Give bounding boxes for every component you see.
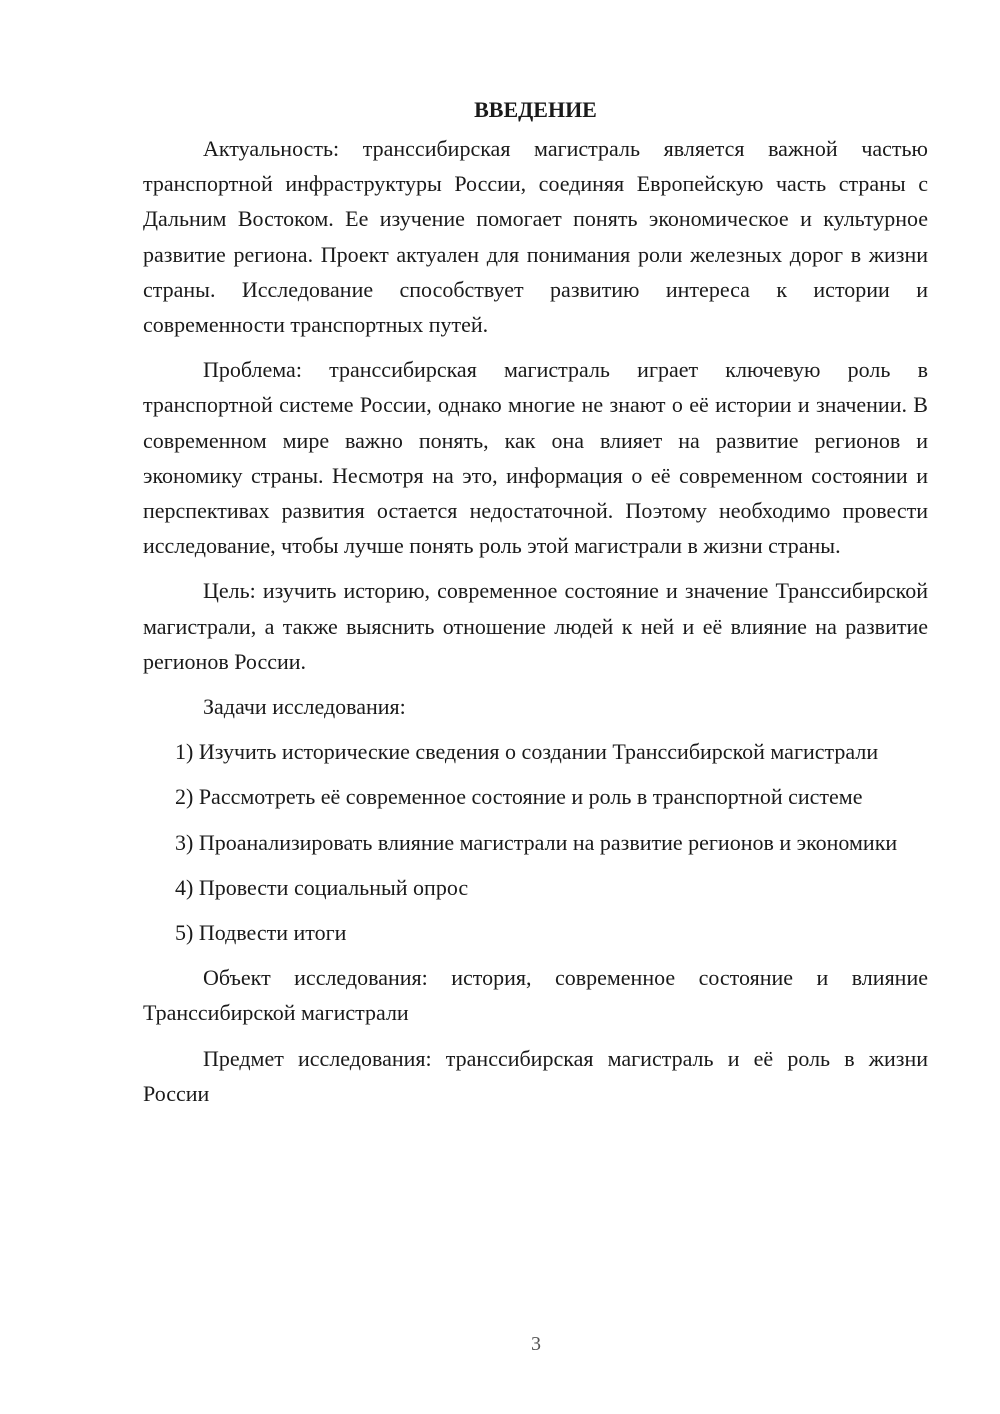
page-number: 3: [531, 1333, 541, 1355]
list-item: 2) Рассмотреть её современное состояние и роль в транспортной системе: [175, 784, 863, 810]
subject-paragraph: Предмет исследования: транссибирская магистраль и её роль в жизни России: [143, 1045, 928, 1106]
list-item: 4) Провести социальный опрос: [175, 874, 469, 900]
object-paragraph: Объект исследования: история, современное состояние и влияние Транссибирской магистрали: [143, 965, 928, 1026]
page-title: ВВЕДЕНИЕ: [474, 97, 597, 122]
goal-paragraph: Цель: изучить историю, современное состояние и значение Транссибирской магистрали, а также выяснить отношение людей к ней и её влияние на развитие регионов России.: [143, 578, 928, 674]
list-item: 1) Изучить исторические сведения о создании Транссибирской магистрали: [175, 739, 879, 765]
problem-paragraph: Проблема: транссибирская магистраль играет ключевую роль в транспортной системе России, однако многие не знают о её истории и значении. В современном мире важно понять, как она влияет на развитие регионов и экономику страны. Несмотря на это, информация о её современном состоянии и перспективах развития остается недостаточной. Поэтому необходимо провести исследование, чтобы лучше понять роль этой магистрали в жизни страны.: [143, 357, 928, 559]
list-item: 3) Проанализировать влияние магистрали на развитие регионов и экономики: [175, 829, 898, 855]
list-item: 5) Подвести итоги: [175, 920, 347, 946]
relevance-paragraph: Актуальность: транссибирская магистраль является важной частью транспортной инфраструктуры России, соединяя Европейскую часть страны с Дальним Востоком. Ее изучение помогает понять экономическое и культурное развитие региона. Проект актуален для понимания роли железных дорог в жизни страны. Исследование способствует развитию интереса к истории и современности транспортных путей.: [143, 136, 928, 338]
document-page: [143, 93, 928, 1121]
tasks-list: [143, 734, 928, 950]
tasks-heading: Задачи исследования:: [203, 694, 406, 720]
